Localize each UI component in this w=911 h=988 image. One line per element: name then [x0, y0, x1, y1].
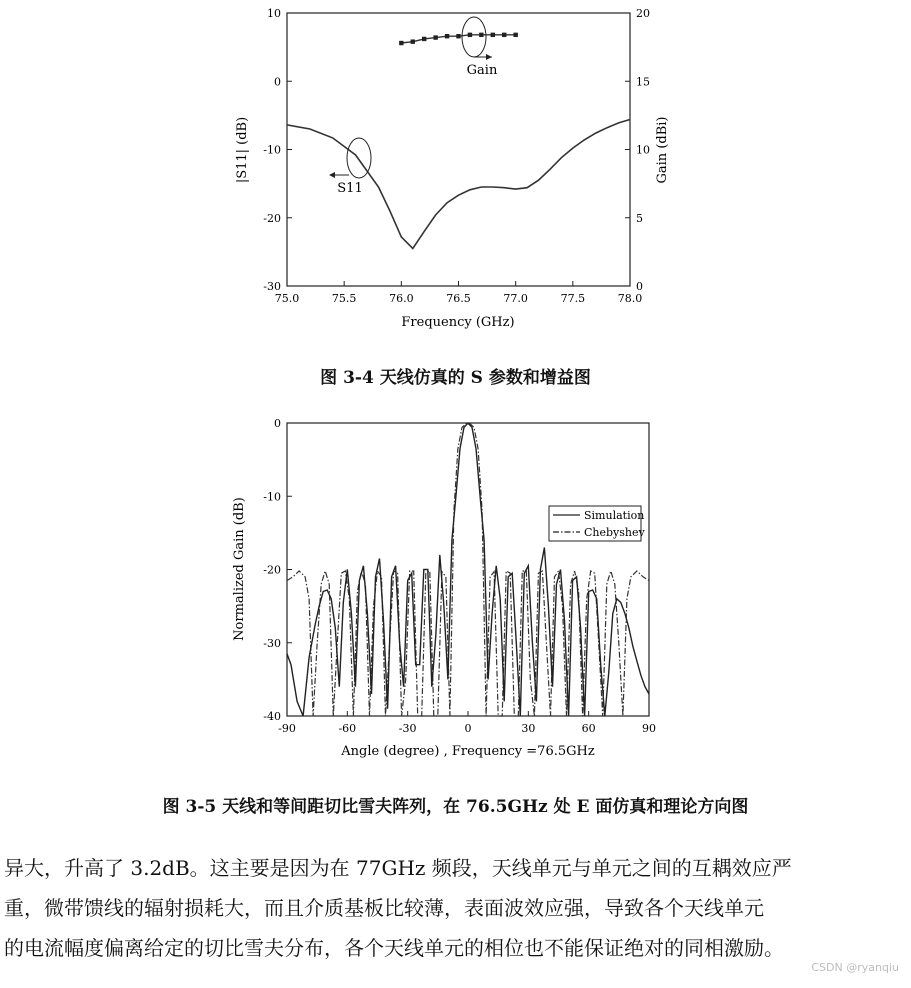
x-tick-label: -30 [398, 722, 417, 735]
y-tick-label: -20 [263, 563, 281, 577]
y-tick-label: -30 [263, 636, 281, 650]
y2-tick-label: 20 [636, 7, 650, 20]
x-axis-label: Frequency (GHz) [401, 315, 515, 330]
gain-point [433, 35, 437, 39]
y-tick-label: -10 [263, 143, 281, 157]
y-tick-label: -10 [263, 490, 281, 504]
gain-point [502, 33, 506, 37]
x-tick-label: 75.5 [331, 292, 357, 305]
y-tick-label: -30 [263, 280, 281, 293]
x-tick-label: 76.0 [389, 292, 414, 305]
gain-arrowhead [486, 54, 492, 60]
y-tick-label: -40 [263, 710, 281, 723]
gain-point [479, 33, 483, 37]
gain-annotation-label: Gain [466, 63, 498, 78]
y2-axis-label: Gain (dBi) [655, 116, 670, 184]
s11-annotation-ellipse [347, 138, 371, 178]
figure-s11-gain [235, 7, 670, 330]
gain-point [491, 33, 495, 37]
gain-point [399, 41, 403, 45]
body-line: 异大，升高了 3.2dB。这主要是因为在 77GHz 频段，天线单元与单元之间的互耦效应严 [4, 856, 792, 880]
y-tick-label: 0 [274, 75, 281, 89]
x-tick-label: -90 [278, 722, 296, 735]
y2-tick-label: 15 [636, 75, 650, 89]
x-tick-label: -60 [338, 722, 357, 735]
x-tick-label: 90 [642, 722, 656, 735]
body-paragraph [4, 848, 909, 968]
gain-point [456, 34, 460, 38]
x-tick-label: 76.5 [446, 292, 471, 305]
gain-point [411, 39, 415, 43]
chebyshev-curve [287, 423, 649, 716]
figure-3-4-caption: 图 3-4 天线仿真的 S 参数和增益图 [320, 368, 591, 388]
y2-tick-label: 10 [636, 143, 650, 157]
gain-point [468, 33, 472, 37]
s11-annotation-label: S11 [337, 181, 363, 196]
y-tick-label: 0 [274, 417, 281, 430]
y-tick-label: 10 [267, 7, 281, 20]
watermark: CSDN @ryanqiu [811, 961, 899, 974]
legend-simulation-label: Simulation [584, 509, 645, 522]
body-line: 的电流幅度偏离给定的切比雪夫分布，各个天线单元的相位也不能保证绝对的同相激励。 [4, 936, 784, 960]
y-axis-label: Normalized Gain (dB) [232, 497, 247, 641]
legend [549, 506, 646, 541]
gain-point [445, 34, 449, 38]
y-tick-label: -20 [263, 211, 281, 225]
x-tick-label: 30 [521, 722, 536, 735]
figure-3-5-caption: 图 3-5 天线和等间距切比雪夫阵列，在 76.5GHz 处 E 面仿真和理论方向图 [162, 797, 749, 817]
x-tick-label: 78.0 [617, 292, 643, 305]
s11-arrowhead [329, 172, 335, 178]
y2-tick-label: 0 [636, 280, 643, 293]
gain-point [513, 33, 517, 37]
legend-chebyshev-label: Chebyshev [584, 526, 645, 539]
figure-radiation-pattern [232, 417, 656, 759]
y2-tick-label: 5 [636, 211, 643, 225]
simulation-curve [287, 423, 649, 716]
x-tick-label: 77.0 [503, 292, 528, 305]
y-axis-label: |S11| (dB) [235, 116, 250, 184]
body-line: 重，微带馈线的辐射损耗大，而且介质基板比较薄，表面波效应强，导致各个天线单元 [4, 896, 764, 920]
x-tick-label: 0 [464, 722, 472, 735]
gain-point [422, 37, 426, 41]
x-tick-label: 77.5 [560, 292, 586, 305]
x-tick-label: 60 [581, 722, 596, 735]
plot-frame [287, 13, 630, 286]
plot-frame [287, 423, 649, 716]
x-axis-label: Angle (degree) , Frequency =76.5GHz [341, 744, 595, 759]
x-tick-label: 75.0 [274, 292, 300, 305]
